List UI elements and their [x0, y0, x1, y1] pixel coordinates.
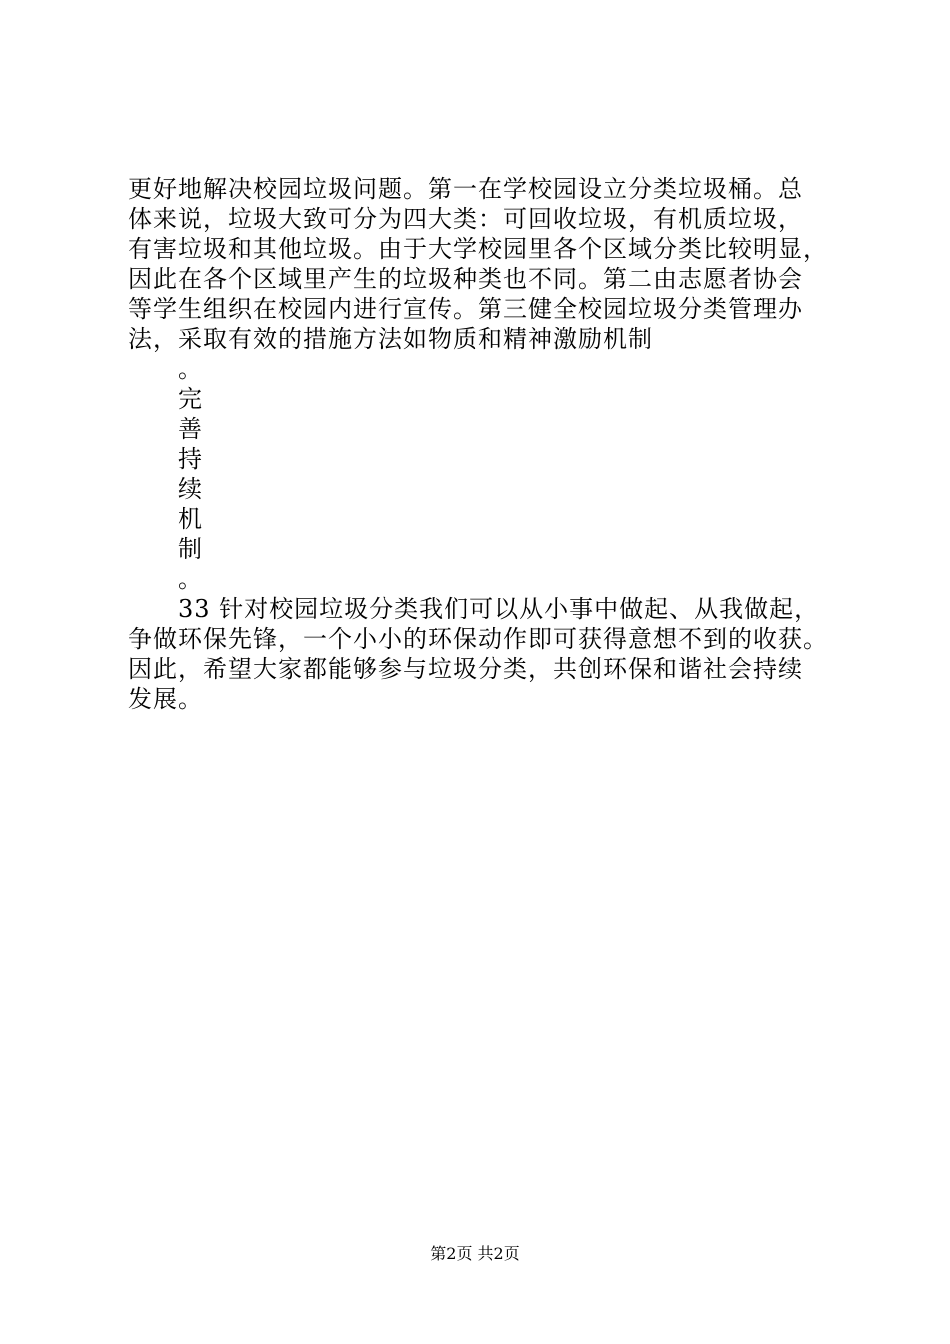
paragraph-line: 因此在各个区域里产生的垃圾种类也不同。第二由志愿者协会	[128, 265, 803, 293]
vertical-heading-char: 续	[178, 475, 203, 503]
page-number-footer: 第2页 共2页	[430, 1244, 520, 1263]
vertical-heading-char: 完	[178, 385, 203, 413]
paragraph-line: 法，采取有效的措施方法如物质和精神激励机制	[128, 325, 653, 353]
paragraph-line: 更好地解决校园垃圾问题。第一在学校园设立分类垃圾桶。总	[128, 175, 803, 203]
document-body	[128, 174, 848, 714]
paragraph-line: 有害垃圾和其他垃圾。由于大学校园里各个区域分类比较明显，	[128, 235, 828, 263]
vertical-heading-char: 善	[178, 415, 203, 443]
vertical-heading-char: 。	[178, 355, 203, 383]
paragraph-line: 发展。	[128, 685, 203, 713]
vertical-heading-char: 制	[178, 535, 203, 563]
paragraph-line: 体来说，垃圾大致可分为四大类：可回收垃圾，有机质垃圾，	[128, 205, 803, 233]
vertical-heading-char: 持	[178, 445, 203, 473]
vertical-heading-char: 机	[178, 505, 203, 533]
paragraph-line: 因此，希望大家都能够参与垃圾分类，共创环保和谐社会持续	[128, 655, 803, 683]
vertical-heading-char: 。	[178, 565, 203, 593]
paragraph-line: 争做环保先锋，一个小小的环保动作即可获得意想不到的收获。	[128, 625, 828, 653]
paragraph-line: 33 针对校园垃圾分类我们可以从小事中做起、从我做起，	[178, 595, 820, 623]
paragraph-line: 等学生组织在校园内进行宣传。第三健全校园垃圾分类管理办	[128, 295, 803, 323]
